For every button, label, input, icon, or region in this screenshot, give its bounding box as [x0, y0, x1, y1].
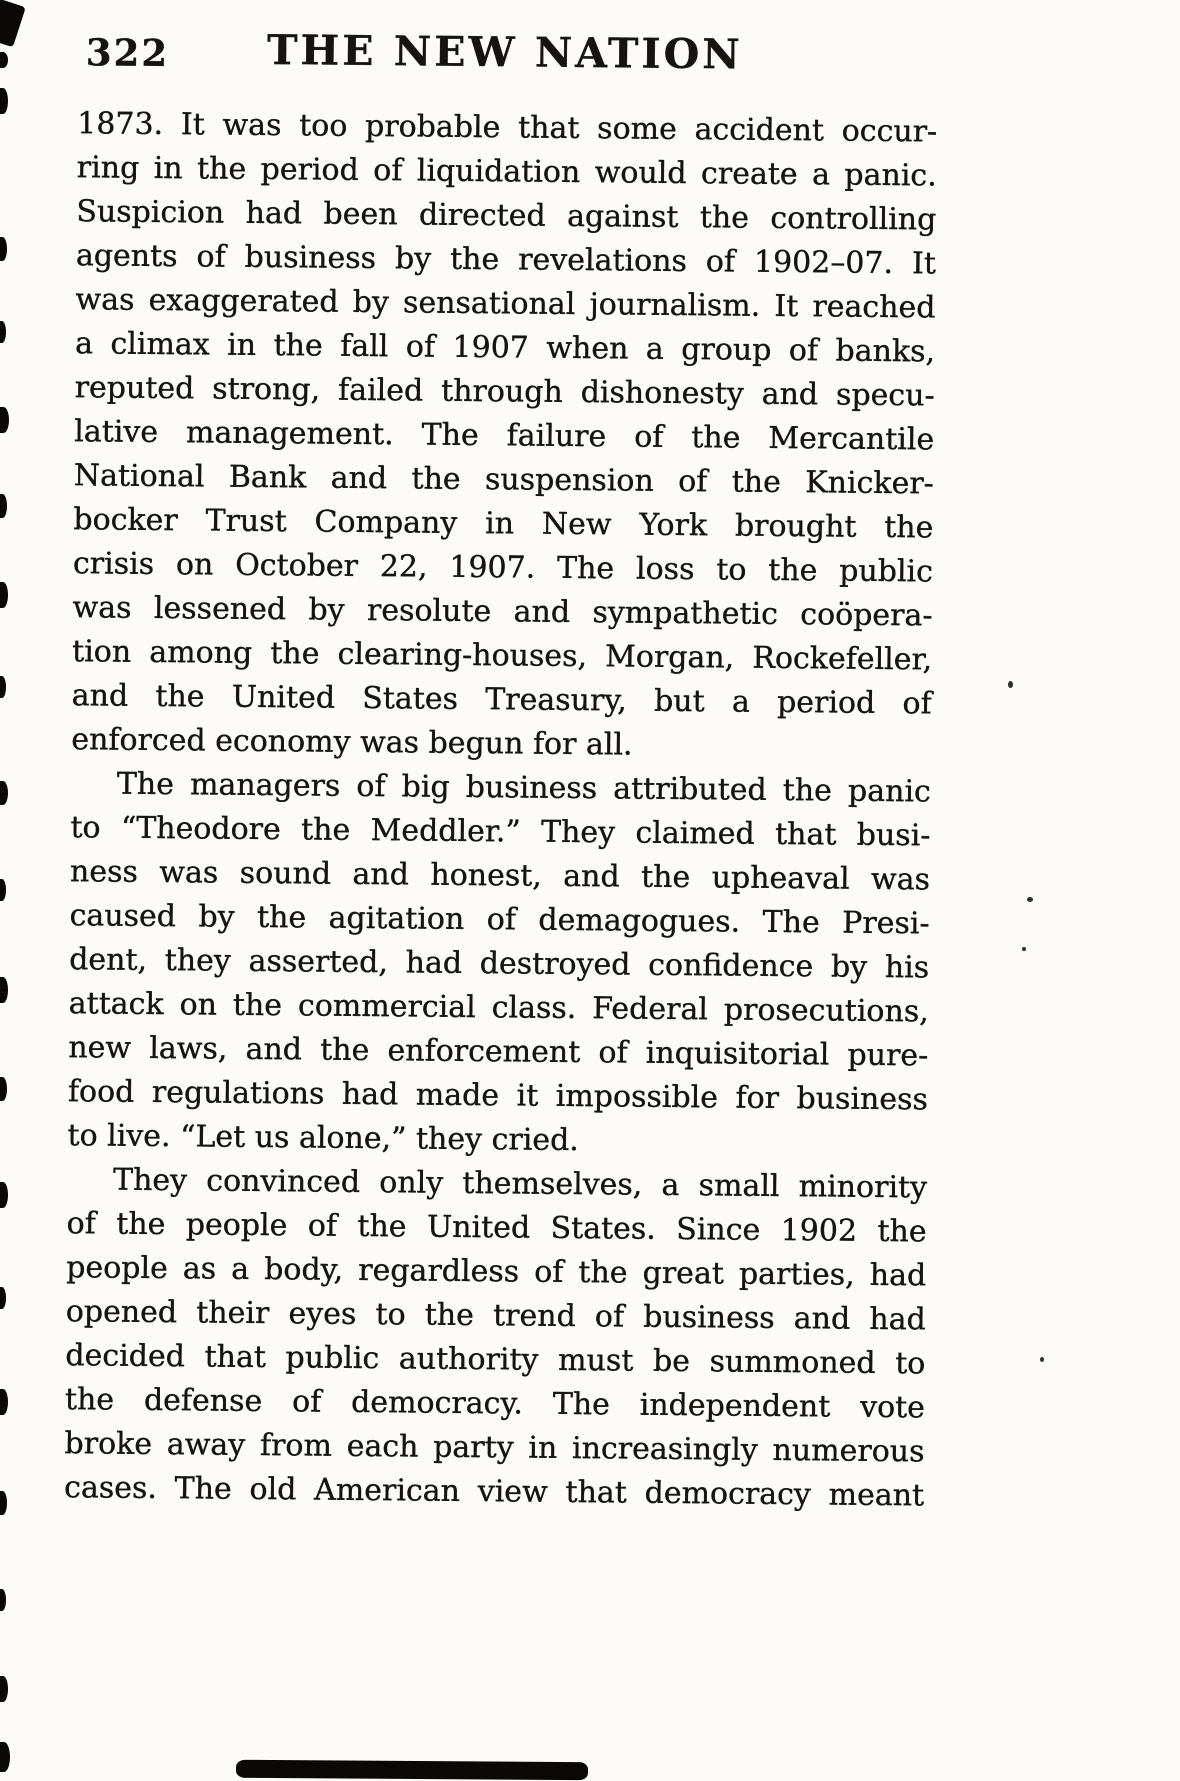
text-line: 1873. It was too probable that some accident occur-	[77, 106, 938, 150]
text-line: attack on the commercial class. Federal prosecutions,	[68, 986, 929, 1030]
page-number: 322	[85, 30, 170, 76]
text-line: They convinced only themselves, a small minority	[112, 1162, 928, 1206]
scan-artifact	[0, 1676, 8, 1702]
text-line: to “Theodore the Meddler.” They claimed that busi-	[70, 810, 931, 854]
scan-artifact	[0, 1589, 6, 1611]
text-line: cases. The old American view that democracy meant	[63, 1470, 925, 1514]
paragraph	[64, 1158, 927, 1518]
text-line: lative management. The failure of the Mercantile	[74, 414, 935, 458]
text-line: National Bank and the suspension of the Knicker-	[73, 458, 934, 502]
text-line: crisis on October 22, 1907. The loss to the public	[72, 546, 934, 590]
text-line: opened their eyes to the trend of business and had	[65, 1294, 926, 1338]
text-line: ring in the period of liquidation would create a panic.	[76, 150, 937, 194]
text-line: a climax in the fall of 1907 when a group of banks,	[74, 326, 936, 370]
scan-artifact	[1040, 1357, 1044, 1362]
text-line: broke away from each party in increasingly numerous	[64, 1426, 925, 1470]
text-line: caused by the agitation of demagogues. The Presi-	[69, 898, 930, 942]
paragraph	[71, 102, 937, 770]
scan-artifact	[236, 1760, 588, 1780]
text-line: agents of business by the revelations of 1902–07. It	[75, 238, 937, 282]
text-line: food regulations had made it impossible for business	[67, 1074, 929, 1118]
text-line: of the people of the United States. Since 1902 the	[66, 1206, 927, 1250]
scan-artifact	[1022, 947, 1026, 951]
text-line: and the United States Treasury, but a period of	[71, 678, 932, 722]
text-line: was lessened by resolute and sympathetic coöpera-	[72, 590, 933, 634]
text-line: to live. “Let us alone,” they cried.	[67, 1118, 579, 1159]
scan-artifact	[1027, 897, 1033, 902]
text-line: tion among the clearing-houses, Morgan, Rockefeller,	[71, 634, 933, 678]
text-line: bocker Trust Company in New York brought the	[73, 502, 934, 546]
text-line: dent, they asserted, had destroyed confidence by his	[69, 942, 930, 986]
text-line: new laws, and the enforcement of inquisitorial pure-	[68, 1030, 929, 1074]
page-body	[64, 102, 937, 1518]
paragraph	[67, 762, 931, 1166]
text-line: enforced economy was begun for all.	[71, 722, 633, 763]
text-line: decided that public authority must be summoned to	[65, 1338, 926, 1382]
text-line: reputed strong, failed through dishonesty and specu-	[74, 370, 935, 414]
page-title: THE NEW NATION	[266, 25, 743, 79]
scan-artifact	[1008, 681, 1013, 688]
text-line: people as a body, regardless of the great parties, had	[66, 1250, 927, 1294]
text-line: was exaggerated by sensational journalism. It reached	[75, 282, 936, 326]
text-line: the defense of democracy. The independent vote	[64, 1382, 926, 1426]
scan-artifact	[0, 1742, 10, 1772]
page-header	[0, 21, 1010, 103]
text-line: The managers of big business attributed the panic	[116, 766, 931, 810]
text-line: ness was sound and honest, and the upheaval was	[69, 854, 931, 898]
scan-artifact	[0, 1491, 7, 1515]
text-line: Suspicion had been directed against the controlling	[76, 194, 937, 238]
